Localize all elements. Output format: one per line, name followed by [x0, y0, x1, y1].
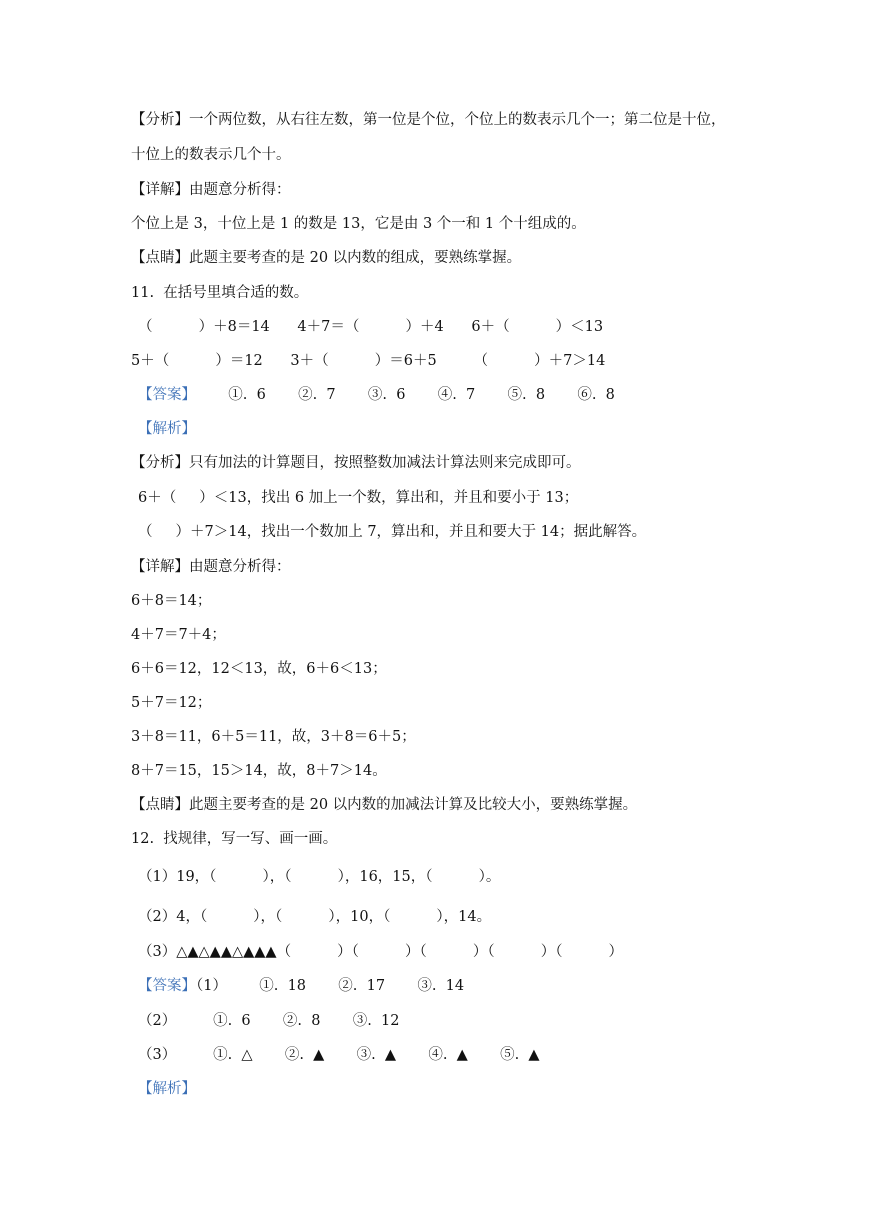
explanation-label-12: 【解析】 — [138, 1081, 196, 1097]
answer-row-11 — [138, 385, 615, 405]
question-11-title: 11. 在括号里填合适的数。 — [131, 285, 309, 301]
detail-step-2: 4＋7＝7＋4； — [131, 627, 226, 643]
answer-values-12-1: （1） ①. 18 ②. 17 ③. 14 — [196, 978, 465, 994]
question-12-title: 12. 找规律，写一写、画一画。 — [131, 831, 338, 847]
detail-step-6: 8＋7＝15，15＞14，故，8＋7＞14。 — [131, 763, 387, 779]
question-12-part-3: （3）△▲△▲▲△▲▲▲（ ）（ ）（ ）（ ）（ ） — [138, 944, 624, 960]
detail-step-5: 3＋8＝11，6＋5＝11，故，3＋8＝6＋5； — [131, 729, 416, 745]
answer-row-12-1 — [138, 976, 464, 996]
analysis-text-line-2: 十位上的数表示几个十。 — [131, 147, 291, 163]
analysis-text-line-1: 【分析】一个两位数，从右往左数，第一位是个位，个位上的数表示几个一；第二位是十位， — [131, 112, 726, 128]
detail-heading-11: 【详解】由题意分析得： — [131, 559, 291, 575]
comment-text: 【点睛】此题主要考查的是 20 以内数的组成，要熟练掌握。 — [131, 250, 522, 266]
detail-heading: 【详解】由题意分析得： — [131, 182, 291, 198]
question-11-row-1: （ ）＋8＝14 4＋7＝（ ）＋4 6＋（ ）＜13 — [138, 319, 604, 335]
analysis-line-11b: （ ）＋7＞14，找出一个数加上 7，算出和，并且和要大于 14；据此解答。 — [138, 524, 647, 540]
detail-step-1: 6＋8＝14； — [131, 593, 212, 609]
answer-row-12-3: （3） ①. △ ②. ▲ ③. ▲ ④. ▲ ⑤. ▲ — [138, 1047, 540, 1063]
detail-step-3: 6＋6＝12，12＜13，故，6＋6＜13； — [131, 661, 387, 677]
answer-label-12: 【答案】 — [138, 978, 196, 994]
detail-text: 个位上是 3，十位上是 1 的数是 13，它是由 3 个一和 1 个十组成的。 — [131, 216, 586, 232]
explanation-label: 【解析】 — [138, 421, 196, 437]
question-11-row-2: 5＋（ ）＝12 3＋（ ）＝6＋5 （ ）＋7＞14 — [131, 353, 606, 369]
analysis-heading-11: 【分析】只有加法的计算题目，按照整数加减法计算法则来完成即可。 — [131, 455, 581, 471]
answer-values: ①. 6 ②. 7 ③. 6 ④. 7 ⑤. 8 ⑥. 8 — [196, 387, 615, 403]
answer-label: 【答案】 — [138, 387, 196, 403]
answer-row-12-2: （2） ①. 6 ②. 8 ③. 12 — [138, 1013, 400, 1029]
question-12-part-1: （1）19，（ ），（ ），16，15，（ ）。 — [138, 869, 501, 885]
detail-step-4: 5＋7＝12； — [131, 695, 212, 711]
comment-text-11: 【点睛】此题主要考查的是 20 以内数的加减法计算及比较大小，要熟练掌握。 — [131, 797, 638, 813]
question-12-part-2: （2）4，（ ），（ ），10，（ ），14。 — [138, 909, 492, 925]
analysis-line-11a: 6＋（ ）＜13，找出 6 加上一个数，算出和，并且和要小于 13； — [138, 490, 579, 506]
